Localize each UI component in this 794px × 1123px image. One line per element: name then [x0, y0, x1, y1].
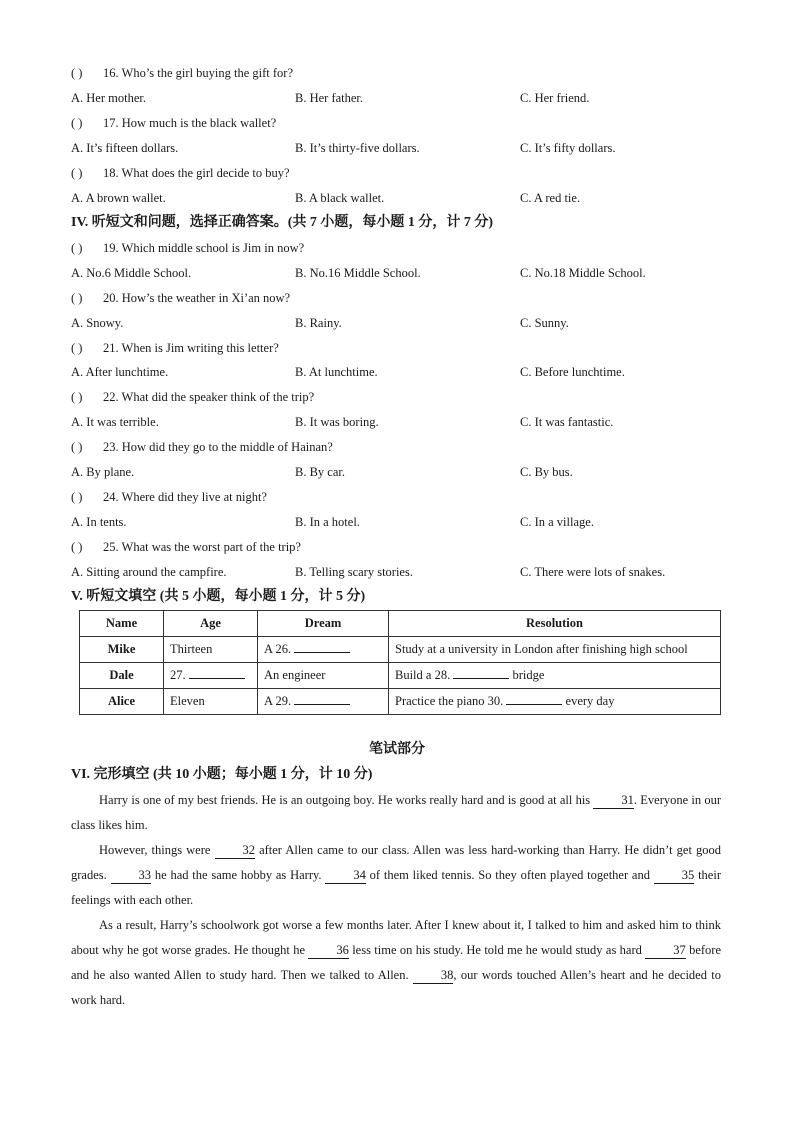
cell-age: [164, 663, 258, 689]
cell-dream: An engineer: [258, 663, 389, 689]
cloze-blank-32[interactable]: 32: [215, 842, 256, 859]
option-b[interactable]: B. Her father.: [295, 91, 364, 105]
table-row: [80, 663, 721, 689]
cell-resolution: Study at a university in London after finishing high school: [389, 637, 721, 663]
cloze-passage: [71, 788, 721, 1013]
options-18: [71, 188, 731, 208]
cloze-blank-35[interactable]: 35: [654, 867, 695, 884]
cloze-blank-36[interactable]: 36: [308, 942, 349, 959]
question-22: [71, 387, 314, 407]
option-a[interactable]: A. It’s fifteen dollars.: [71, 141, 179, 155]
cell-name: Mike: [80, 637, 164, 663]
question-16: [71, 63, 293, 83]
option-b[interactable]: B. By car.: [295, 465, 345, 479]
cloze-paragraph: [71, 788, 721, 838]
option-a[interactable]: A. It was terrible.: [71, 415, 159, 429]
option-c[interactable]: C. It’s fifty dollars.: [520, 141, 616, 155]
cloze-blank-31[interactable]: 31: [593, 792, 634, 809]
option-a[interactable]: A. Sitting around the campfire.: [71, 565, 227, 579]
header-resolution: Resolution: [389, 611, 721, 637]
answer-paren[interactable]: ( ): [71, 490, 83, 504]
question-24: [71, 487, 267, 507]
question-text: 21. When is Jim writing this letter?: [103, 341, 279, 355]
cloze-blank-33[interactable]: 33: [111, 867, 152, 884]
options-16: [71, 88, 731, 108]
cloze-paragraph: [71, 838, 721, 913]
answer-paren[interactable]: ( ): [71, 540, 83, 554]
option-c[interactable]: C. No.18 Middle School.: [520, 266, 646, 280]
blank-29[interactable]: [294, 690, 350, 705]
passage-text: their feelings with each other.: [71, 868, 721, 907]
option-a[interactable]: A. In tents.: [71, 515, 127, 529]
options-21: [71, 362, 731, 382]
option-c[interactable]: C. A red tie.: [520, 191, 581, 205]
cloze-blank-38[interactable]: 38: [413, 967, 454, 984]
passage-text: after Allen came to our class. Allen was less hard-working than Harry. He didn’t get good grades.: [71, 843, 722, 882]
option-a[interactable]: A. Snowy.: [71, 316, 124, 330]
question-17: [71, 113, 276, 133]
options-25: [71, 562, 731, 582]
question-text: 20. How’s the weather in Xi’an now?: [103, 291, 291, 305]
cell-resolution: [389, 663, 721, 689]
option-a[interactable]: A. Her mother.: [71, 91, 146, 105]
blank-label: Build a 28.: [395, 668, 451, 682]
question-text: 19. Which middle school is Jim in now?: [103, 241, 305, 255]
option-b[interactable]: B. Telling scary stories.: [295, 565, 413, 579]
option-b[interactable]: B. No.16 Middle School.: [295, 266, 421, 280]
options-24: [71, 512, 731, 532]
option-b[interactable]: B. At lunchtime.: [295, 365, 378, 379]
option-c[interactable]: C. Before lunchtime.: [520, 365, 625, 379]
cell-name: Dale: [80, 663, 164, 689]
option-c[interactable]: C. By bus.: [520, 465, 573, 479]
cell-name: Alice: [80, 689, 164, 715]
option-c[interactable]: C. In a village.: [520, 515, 594, 529]
options-17: [71, 138, 731, 158]
table-row: [80, 637, 721, 663]
passage-text: As a result, Harry’s schoolwork got worse a few months later. After I knew about it, I talked to him and asked him to think about why he got worse grades. He thought he: [71, 918, 721, 957]
answer-paren[interactable]: ( ): [71, 390, 83, 404]
passage-text: of them liked tennis. So they often played together and: [365, 868, 654, 882]
options-19: [71, 263, 731, 283]
passage-text: , our words touched Allen’s heart and he decided to work hard.: [71, 968, 722, 1007]
section-v-title: V. 听短文填空 (共 5 小题，每小题 1 分，计 5 分): [71, 589, 366, 604]
resolution-suffix: every day: [565, 694, 615, 708]
answer-paren[interactable]: ( ): [71, 241, 83, 255]
cell-age: Thirteen: [164, 637, 258, 663]
cell-dream: [258, 689, 389, 715]
blank-label: A 26.: [264, 642, 292, 656]
option-a[interactable]: A. No.6 Middle School.: [71, 266, 192, 280]
option-a[interactable]: A. After lunchtime.: [71, 365, 169, 379]
question-23: [71, 437, 333, 457]
options-23: [71, 462, 731, 482]
question-21: [71, 338, 279, 358]
section-iv-title: IV. 听短文和问题，选择正确答案。(共 7 小题，每小题 1 分，计 7 分): [71, 215, 494, 230]
option-b[interactable]: B. In a hotel.: [295, 515, 360, 529]
answer-paren[interactable]: ( ): [71, 66, 83, 80]
header-age: Age: [164, 611, 258, 637]
options-22: [71, 412, 731, 432]
option-b[interactable]: B. It was boring.: [295, 415, 379, 429]
answer-paren[interactable]: ( ): [71, 291, 83, 305]
question-19: [71, 238, 304, 258]
answer-paren[interactable]: ( ): [71, 341, 83, 355]
answer-paren[interactable]: ( ): [71, 116, 83, 130]
section-vi-title: VI. 完形填空 (共 10 小题；每小题 1 分，计 10 分): [71, 767, 373, 782]
passage-text: less time on his study. He told me he would study as hard: [348, 943, 646, 957]
answer-paren[interactable]: ( ): [71, 166, 83, 180]
answer-paren[interactable]: ( ): [71, 440, 83, 454]
option-b[interactable]: B. Rainy.: [295, 316, 342, 330]
written-part-heading: 笔试部分: [369, 742, 425, 757]
header-name: Name: [80, 611, 164, 637]
option-a[interactable]: A. By plane.: [71, 465, 135, 479]
question-text: 22. What did the speaker think of the trip?: [103, 390, 315, 404]
option-c[interactable]: C. It was fantastic.: [520, 415, 614, 429]
cell-dream: [258, 637, 389, 663]
passage-text: he had the same hobby as Harry.: [151, 868, 326, 882]
question-text: 23. How did they go to the middle of Hainan?: [103, 440, 333, 454]
question-text: 18. What does the girl decide to buy?: [103, 166, 290, 180]
option-c[interactable]: C. Her friend.: [520, 91, 590, 105]
question-text: 17. How much is the black wallet?: [103, 116, 277, 130]
blank-26[interactable]: [294, 638, 350, 653]
cell-resolution: [389, 689, 721, 715]
question-text: 16. Who’s the girl buying the gift for?: [103, 66, 294, 80]
passage-text: Harry is one of my best friends. He is an outgoing boy. He works really hard and is good at all his: [99, 793, 594, 807]
passage-text: before and he also wanted Allen to study hard. Then we talked to Allen.: [71, 943, 721, 982]
question-18: [71, 163, 290, 183]
fill-in-table: [79, 610, 721, 715]
option-a[interactable]: A. A brown wallet.: [71, 191, 166, 205]
option-b[interactable]: B. A black wallet.: [295, 191, 385, 205]
question-text: 25. What was the worst part of the trip?: [103, 540, 301, 554]
blank-label: Practice the piano 30.: [395, 694, 504, 708]
question-20: [71, 288, 290, 308]
cell-age: Eleven: [164, 689, 258, 715]
resolution-suffix: bridge: [512, 668, 545, 682]
header-dream: Dream: [258, 611, 389, 637]
table-row: [80, 689, 721, 715]
option-c[interactable]: C. Sunny.: [520, 316, 569, 330]
option-c[interactable]: C. There were lots of snakes.: [520, 565, 666, 579]
question-25: [71, 537, 301, 557]
passage-text: . Everyone in our class likes him.: [71, 793, 721, 832]
blank-label: 27.: [170, 668, 186, 682]
options-20: [71, 313, 731, 333]
table-header-row: [80, 611, 721, 637]
passage-text: However, things were: [99, 843, 215, 857]
blank-30[interactable]: [506, 690, 562, 705]
question-text: 24. Where did they live at night?: [103, 490, 267, 504]
blank-27[interactable]: [189, 664, 245, 679]
blank-label: A 29.: [264, 694, 292, 708]
option-b[interactable]: B. It’s thirty-five dollars.: [295, 141, 420, 155]
cloze-paragraph: [71, 913, 721, 1013]
blank-28[interactable]: [453, 664, 509, 679]
cloze-blank-37[interactable]: 37: [645, 942, 686, 959]
cloze-blank-34[interactable]: 34: [325, 867, 366, 884]
